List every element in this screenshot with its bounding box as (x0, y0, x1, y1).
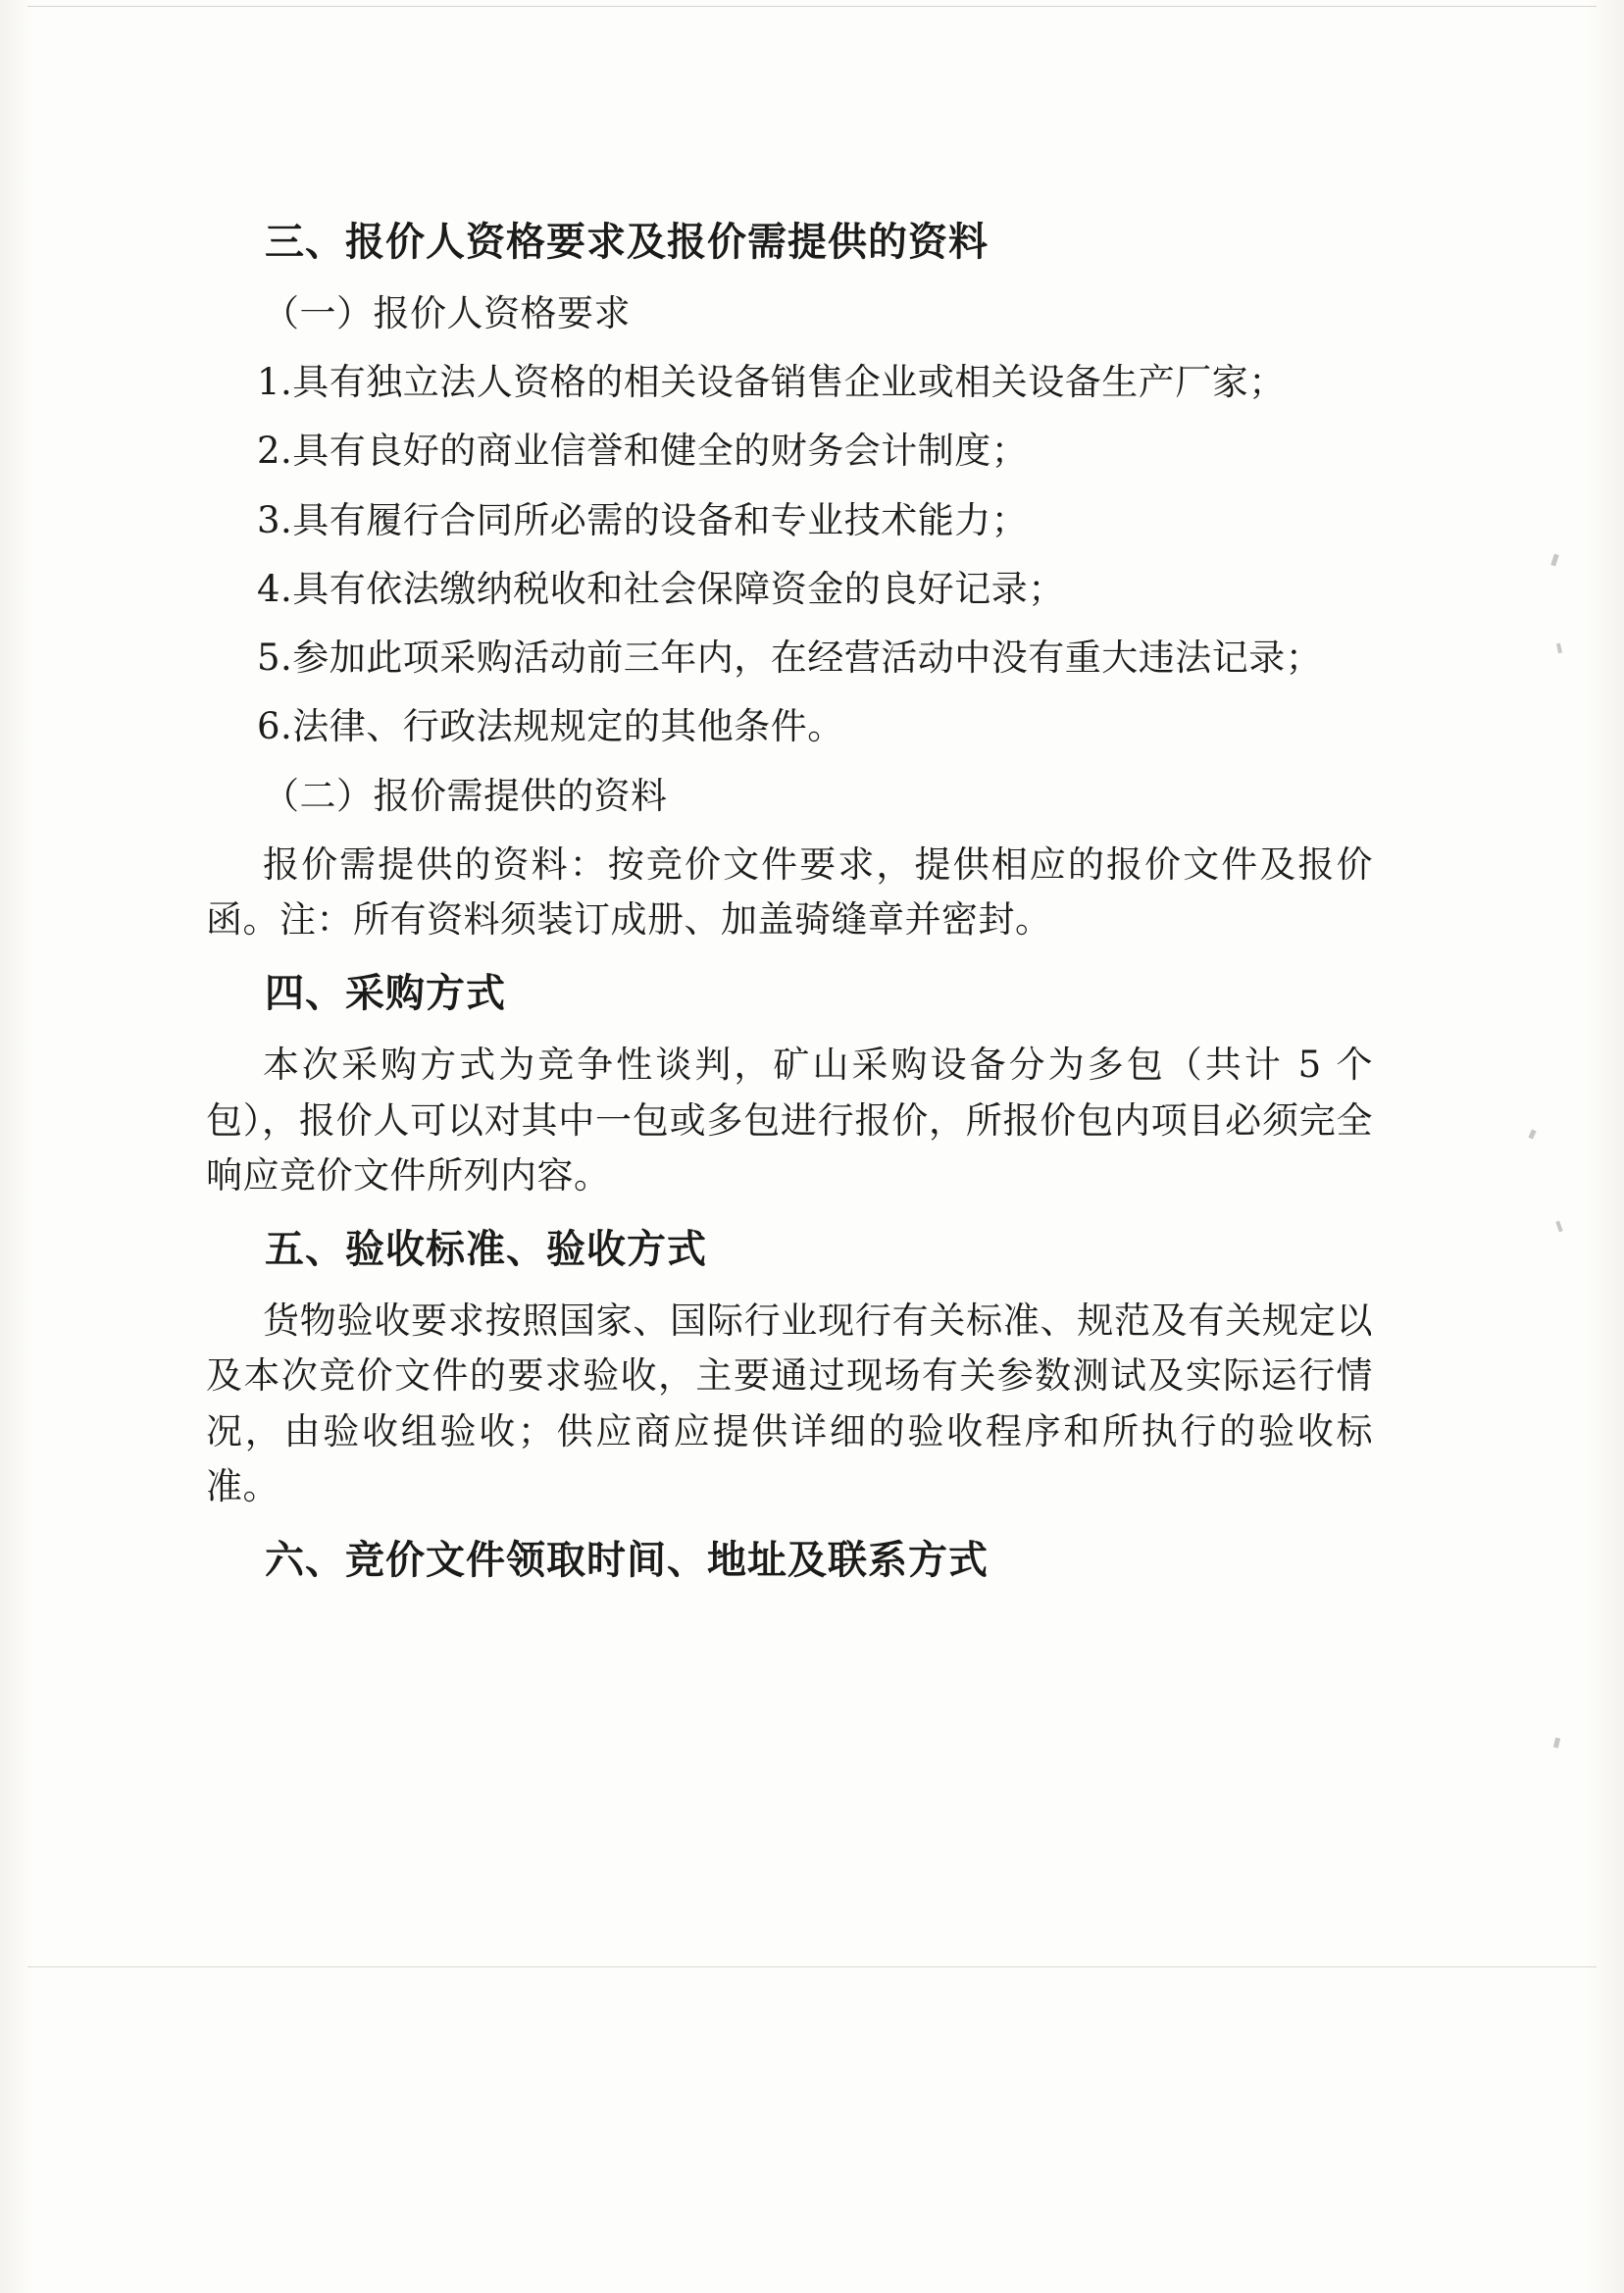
section-6-heading: 六、竞价文件领取时间、地址及联系方式 (265, 1536, 989, 1583)
section-3-paragraph-4: 3.具有履行合同所必需的设备和专业技术能力； (257, 498, 1029, 541)
scan-speck (1553, 1738, 1560, 1749)
section-3-paragraph-6: 5.参加此项采购活动前三年内，在经营活动中没有重大违法记录； (257, 637, 1323, 680)
section-3-paragraph-7: 6.法律、行政法规规定的其他条件。 (257, 705, 844, 748)
scan-edge-right (1585, 0, 1624, 2293)
section-3-paragraph-5: 4.具有依法缴纳税收和社会保障资金的良好记录； (257, 567, 1065, 610)
section-5-heading: 五、验收标准、验收方式 (265, 1226, 707, 1273)
scan-speck (1528, 1129, 1536, 1139)
scan-edge-left (0, 0, 33, 2293)
section-3-heading: 三、报价人资格要求及报价需提供的资料 (265, 219, 989, 265)
scan-speck (1555, 1221, 1563, 1233)
section-3-paragraph-9: 报价需提供的资料：按竞价文件要求，提供相应的报价文件及报价函。注：所有资料须装订成册、加盖骑缝章并密封。 (206, 842, 1373, 942)
page-border-mid (27, 1966, 1597, 1967)
section-5-paragraph-1: 货物验收要求按照国家、国际行业现行有关标准、规范及有关规定以及本次竞价文件的要求验收，主要通过现场有关参数测试及实际运行情况，由验收组验收；供应商应提供详细的验收程序和所执行的验收标准。 (206, 1299, 1373, 1507)
section-3-paragraph-3: 2.具有良好的商业信誉和健全的财务会计制度； (257, 430, 1029, 473)
section-3-paragraph-2: 1.具有独立法人资格的相关设备销售企业或相关设备生产厂家； (257, 361, 1286, 404)
document-body (206, 214, 1373, 1605)
section-3-paragraph-1: （一）报价人资格要求 (263, 292, 631, 334)
page-border-top (27, 6, 1597, 7)
scan-speck (1550, 554, 1558, 567)
section-4-paragraph-1: 本次采购方式为竞争性谈判，矿山采购设备分为多包（共计 5 个包），报价人可以对其中一包或多包进行报价，所报价包内项目必须完全响应竞价文件所列内容。 (206, 1044, 1373, 1197)
section-3-paragraph-8: （二）报价需提供的资料 (263, 774, 668, 817)
section-4-heading: 四、采购方式 (265, 970, 506, 1017)
scan-speck (1556, 643, 1562, 654)
